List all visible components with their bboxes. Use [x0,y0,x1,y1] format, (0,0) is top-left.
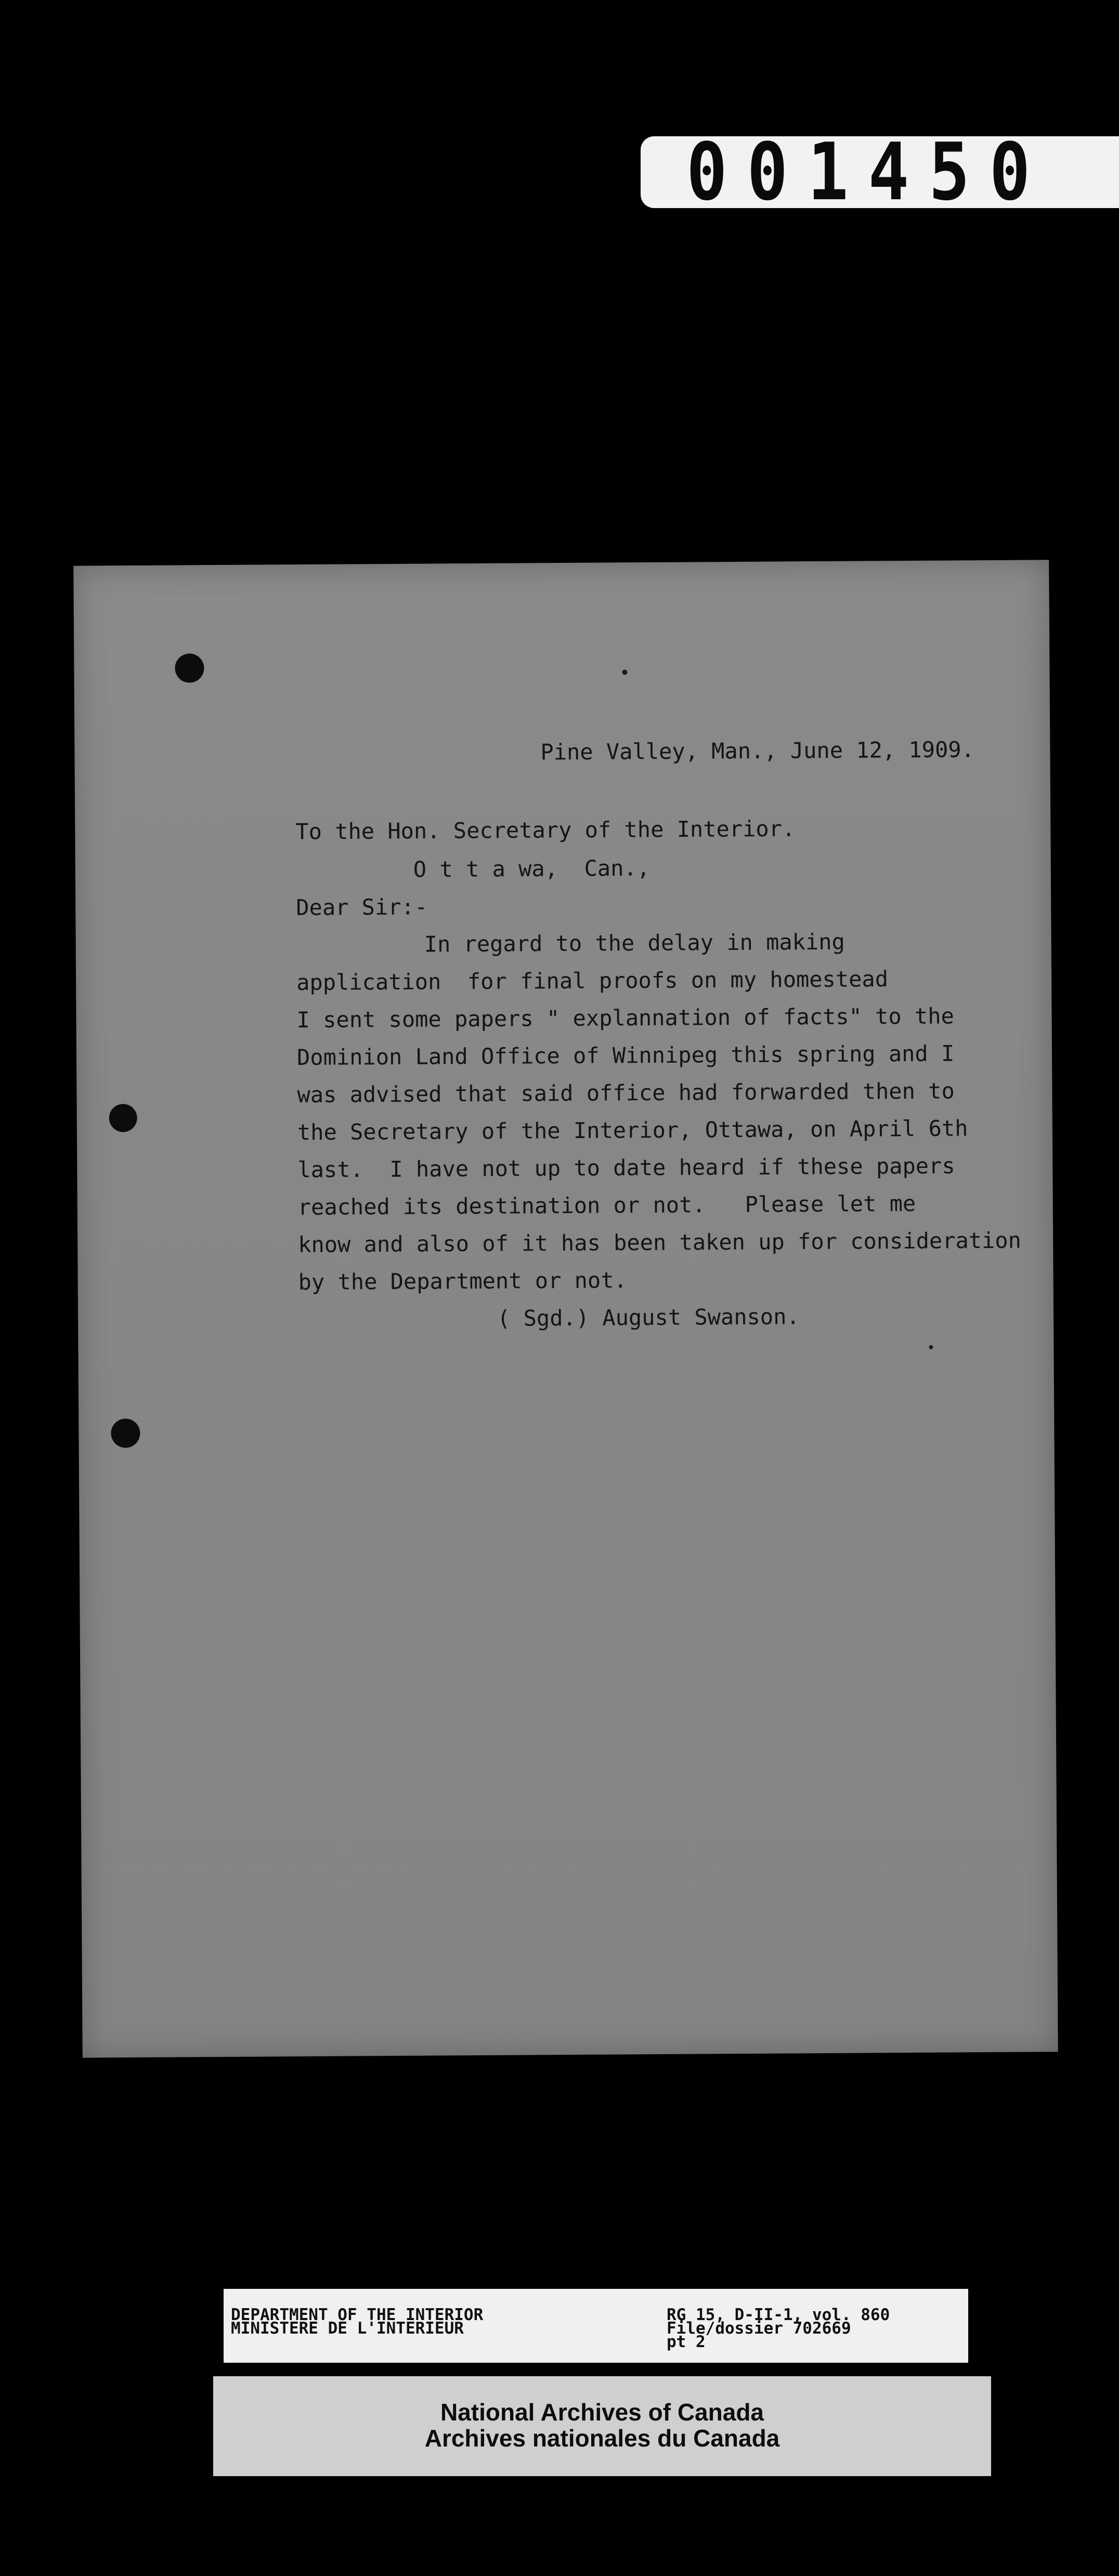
letter-page [73,560,1058,2057]
punch-hole-middle [109,1104,137,1132]
reference-record-group: RG 15, D-II-1, vol. 860 [667,2305,890,2324]
archive-reference-label [224,2289,968,2363]
letter-addressee: To the Hon. Secretary of the Interior. [295,816,796,845]
letter-salutation: Dear Sir:- [296,894,428,921]
letter-body-line: last. I have not up to date heard if these papers [297,1153,955,1183]
paper-speck [622,669,627,675]
department-english: DEPARTMENT OF THE INTERIOR [231,2305,484,2324]
punch-hole-bottom [111,1419,140,1448]
reference-file: File/dossier 702669 [667,2319,851,2338]
letter-body-line: I sent some papers " explannation of facts" to the [296,1003,955,1033]
letter-signature: ( Sgd.) August Swanson. [497,1304,800,1331]
letter-dateline: Pine Valley, Man., June 12, 1909. [540,737,975,765]
institution-french: Archives nationales du Canada [424,2425,780,2452]
punch-hole-top [175,653,204,682]
letter-address-city: O t t a wa, Can., [413,855,650,882]
letter-body-line: the Secretary of the Interior, Ottawa, on April 6th [297,1115,968,1145]
department-french: MINISTERE DE L'INTERIEUR [231,2319,464,2338]
letter-body-line: In regard to the delay in making [424,929,845,957]
institution-english: National Archives of Canada [440,2399,764,2426]
letter-body-line: Dominion Land Office of Winnipeg this spring and I [296,1040,955,1071]
letter-body-line: know and also of it has been taken up for consideration [298,1227,1022,1258]
letter-body-line: application for final proofs on my homestead [296,966,889,996]
reference-part: pt 2 [667,2333,706,2351]
letter-body-line: by the Department or not. [298,1267,627,1295]
frame-number-tab [641,126,1119,218]
letter-body-line: was advised that said office had forwarded then to [297,1078,955,1108]
paper-speck [929,1345,933,1349]
frame-number: 001450 [686,126,1050,218]
archive-institution-label [213,2376,991,2476]
letter-body-line: reached its destination or not. Please let me [297,1190,916,1220]
